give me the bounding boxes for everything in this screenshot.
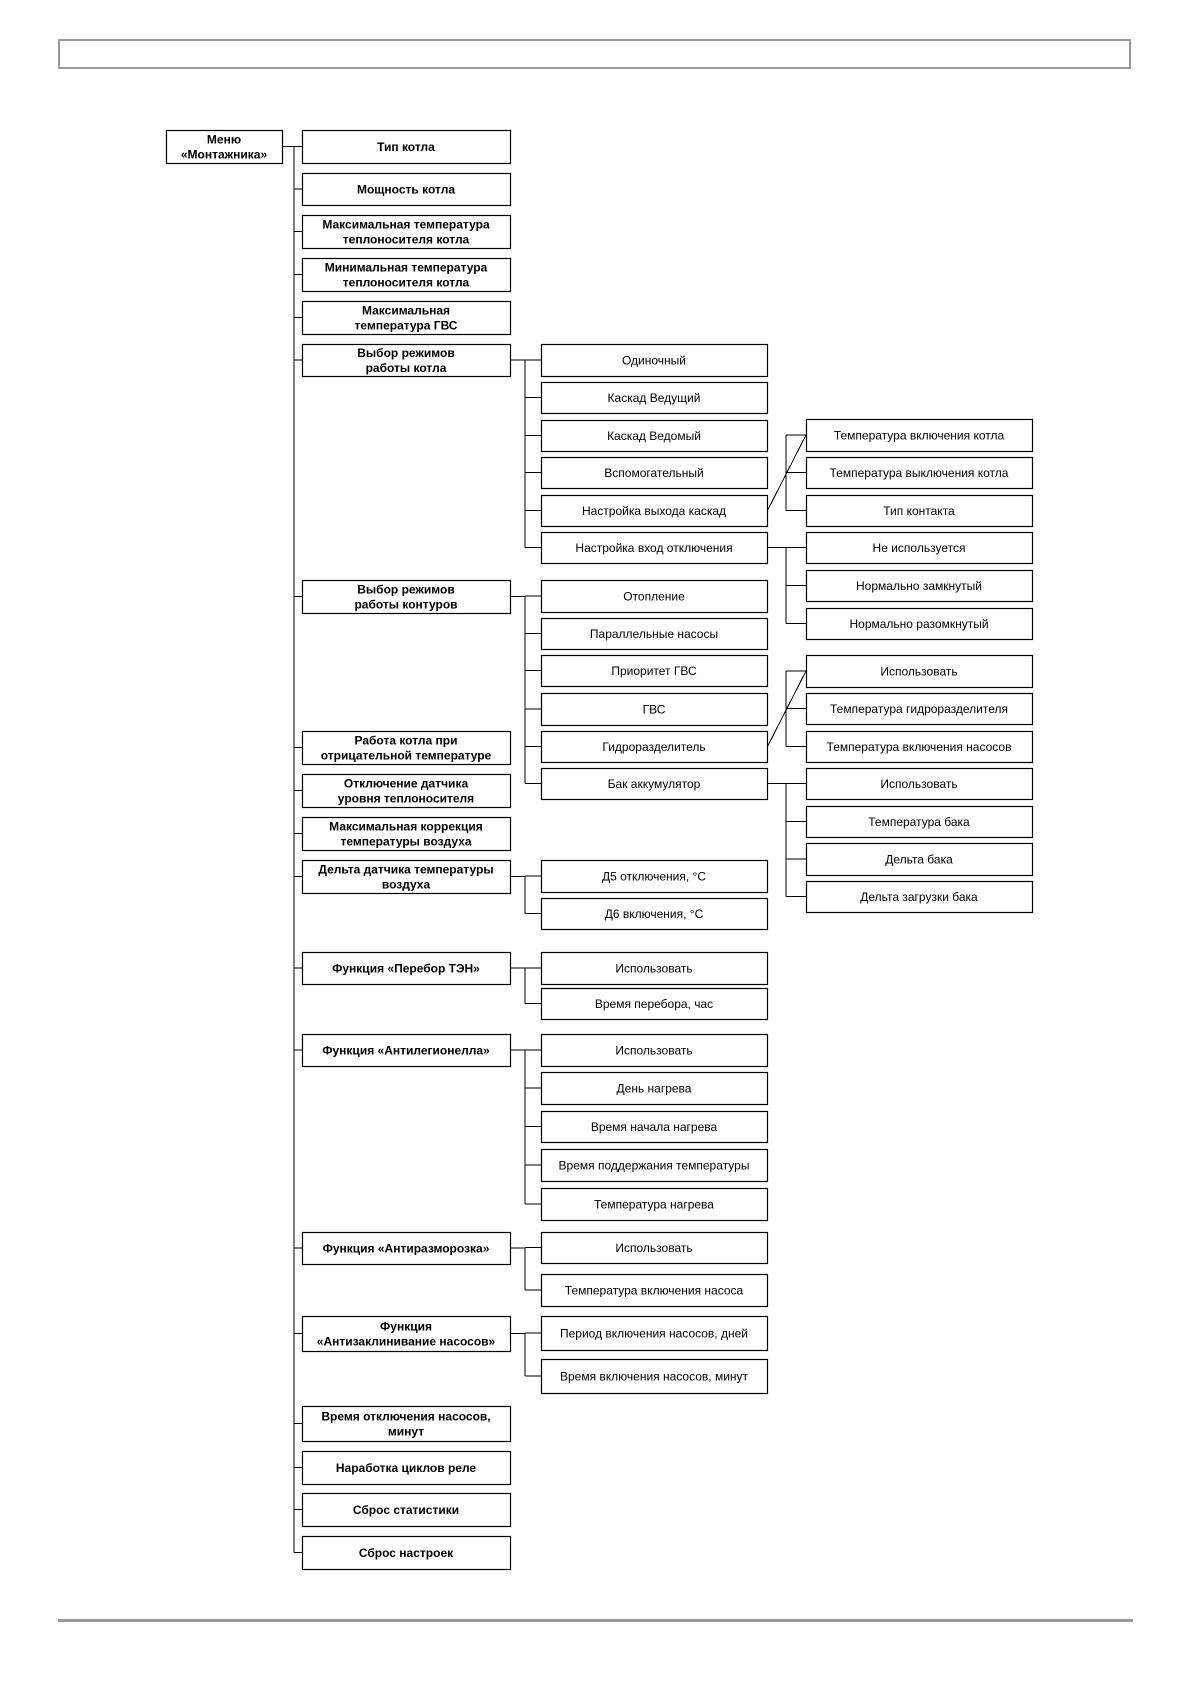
menu-node-label: Не используется [872,541,966,555]
menu-node-label: Одиночный [621,353,687,368]
menu-node-d3 [807,496,1033,527]
menu-node-s8 [542,619,768,650]
menu-node-label: температура ГВС [354,318,458,333]
menu-node-label: Каскад Ведущий [607,391,701,405]
menu-node-s14 [542,899,768,930]
menu-node-m12 [303,953,511,985]
menu-node-label: Тип котла [377,140,435,154]
menu-node-d4 [807,533,1033,564]
menu-node-label: Меню [206,132,242,147]
menu-node-s19 [542,1112,768,1143]
menu-node-label: Использовать [615,1241,693,1255]
menu-node-s4 [542,458,768,489]
menu-node-d2 [807,458,1033,489]
menu-node-label: Дельта загрузки бака [860,890,978,904]
menu-node-label: теплоносителя котла [342,275,470,290]
menu-node-m2 [303,174,511,206]
menu-node-label: Сброс статистики [352,1503,460,1517]
menu-node-label: Температура выключения котла [829,466,1009,480]
menu-node-s10 [542,694,768,726]
menu-node-label: Вспомогательный [604,466,704,480]
menu-node-label: Максимальная [361,303,451,318]
menu-node-label: Д6 включения, °C [604,907,704,921]
menu-node-label: Использовать [880,777,958,791]
menu-node-label: ГВС [642,702,666,717]
menu-node-d11 [807,807,1033,838]
menu-node-label: Время перебора, час [594,997,714,1011]
menu-node-m3 [303,216,511,249]
menu-node-label: Дельта датчика температуры [318,862,494,877]
menu-node-label: Отопление [623,589,685,604]
menu-node-label: уровня теплоносителя [337,791,475,806]
menu-node-m7 [303,581,511,614]
menu-node-label: Выбор режимов [357,582,455,597]
menu-node-label: Температура нагрева [594,1197,714,1212]
menu-node-d7 [807,656,1033,688]
menu-node-s22 [542,1233,768,1264]
menu-node-m9 [303,775,511,808]
menu-node-label: Бак аккумулятор [607,777,701,791]
menu-node-s2 [542,383,768,414]
menu-node-root [167,131,283,164]
menu-node-label: работы котла [365,361,447,375]
menu-node-label: Гидроразделитель [602,740,706,754]
menu-node-d6 [807,609,1033,640]
menu-node-m16 [303,1407,511,1442]
menu-node-label: Тип контакта [883,504,955,518]
menu-node-label: Использовать [615,961,693,976]
menu-node-s13 [542,861,768,893]
menu-node-label: «Монтажника» [180,147,268,162]
menu-node-s1 [542,345,768,377]
menu-node-s18 [542,1073,768,1105]
menu-node-label: Сброс настроек [358,1546,454,1560]
menu-node-label: Использовать [880,664,958,679]
menu-node-label: Функция «Перебор ТЭН» [332,961,480,976]
menu-node-label: минут [387,1424,425,1439]
menu-node-d1 [807,420,1033,452]
menu-node-label: Температура бака [868,815,970,829]
menu-node-label: «Антизаклинивание насосов» [316,1334,496,1349]
menu-node-m8 [303,732,511,765]
menu-node-m14 [303,1233,511,1265]
menu-node-m1 [303,131,511,164]
menu-node-m18 [303,1494,511,1527]
menu-node-d12 [807,844,1033,876]
menu-node-label: Температура включения котла [833,428,1005,443]
menu-node-d13 [807,882,1033,913]
menu-node-label: Температура включения насоса [564,1283,744,1298]
menu-node-s7 [542,581,768,613]
menu-node-label: Функция [380,1319,432,1334]
menu-node-label: Время начала нагрева [590,1120,718,1134]
menu-node-label: Использовать [615,1043,693,1058]
menu-node-m6 [303,345,511,377]
menu-node-d5 [807,571,1033,602]
menu-node-label: Мощность котла [356,182,456,197]
menu-node-m11 [303,861,511,894]
menu-node-s25 [542,1360,768,1394]
menu-node-d8 [807,694,1033,725]
menu-node-s5 [542,496,768,527]
menu-node-m15 [303,1317,511,1352]
menu-node-label: Каскад Ведомый [607,429,701,443]
menu-node-label: температуры воздуха [340,834,472,849]
menu-node-m5 [303,302,511,335]
menu-node-d9 [807,732,1033,763]
menu-node-label: Минимальная температура [324,260,488,275]
menu-node-label: воздуха [381,877,431,892]
menu-node-m19 [303,1537,511,1570]
menu-node-label: Настройка выхода каскад [581,504,727,518]
menu-node-label: Температура гидроразделителя [829,702,1009,716]
menu-node-label: Д5 отключения, °C [601,869,707,884]
menu-node-s24 [542,1317,768,1351]
menu-node-label: Дельта бака [885,852,953,867]
menu-node-s17 [542,1035,768,1067]
menu-node-label: работы контуров [354,597,458,612]
menu-node-label: Отключение датчика [343,776,469,791]
menu-node-label: Максимальная коррекция [329,819,483,834]
menu-node-s15 [542,953,768,985]
menu-node-s6 [542,533,768,564]
menu-node-label: теплоносителя котла [342,232,470,247]
menu-node-label: Время отключения насосов, [321,1409,491,1424]
menu-node-label: Время включения насосов, минут [559,1369,749,1384]
menu-node-m13 [303,1035,511,1067]
menu-node-s21 [542,1189,768,1221]
menu-node-label: Выбор режимов [357,346,455,360]
menu-node-s23 [542,1275,768,1307]
menu-node-label: Настройка вход отключения [575,541,733,555]
menu-node-m10 [303,818,511,851]
menu-node-label: Приоритет ГВС [611,664,697,678]
menu-node-m17 [303,1452,511,1485]
menu-node-s20 [542,1150,768,1182]
menu-node-label: Наработка циклов реле [335,1461,477,1475]
menu-node-s11 [542,732,768,763]
menu-node-s16 [542,989,768,1020]
menu-node-label: День нагрева [616,1081,692,1096]
menu-node-m4 [303,259,511,292]
menu-node-label: Нормально разомкнутый [849,617,989,631]
menu-node-label: Параллельные насосы [589,627,719,641]
menu-node-label: Температура включения насосов [826,740,1012,754]
menu-node-s9 [542,656,768,687]
menu-node-s12 [542,769,768,800]
menu-node-label: Время поддержания температуры [558,1158,750,1173]
menu-node-label: Нормально замкнутый [856,579,982,593]
menu-node-label: Функция «Антиразморозка» [322,1241,490,1256]
menu-node-s3 [542,421,768,452]
menu-node-label: Максимальная температура [322,217,490,232]
menu-node-d10 [807,769,1033,800]
menu-node-label: Работа котла при [354,733,458,748]
menu-node-label: отрицательной температуре [320,748,492,763]
menu-node-label: Период включения насосов, дней [560,1326,748,1341]
menu-node-label: Функция «Антилегионелла» [322,1043,490,1058]
